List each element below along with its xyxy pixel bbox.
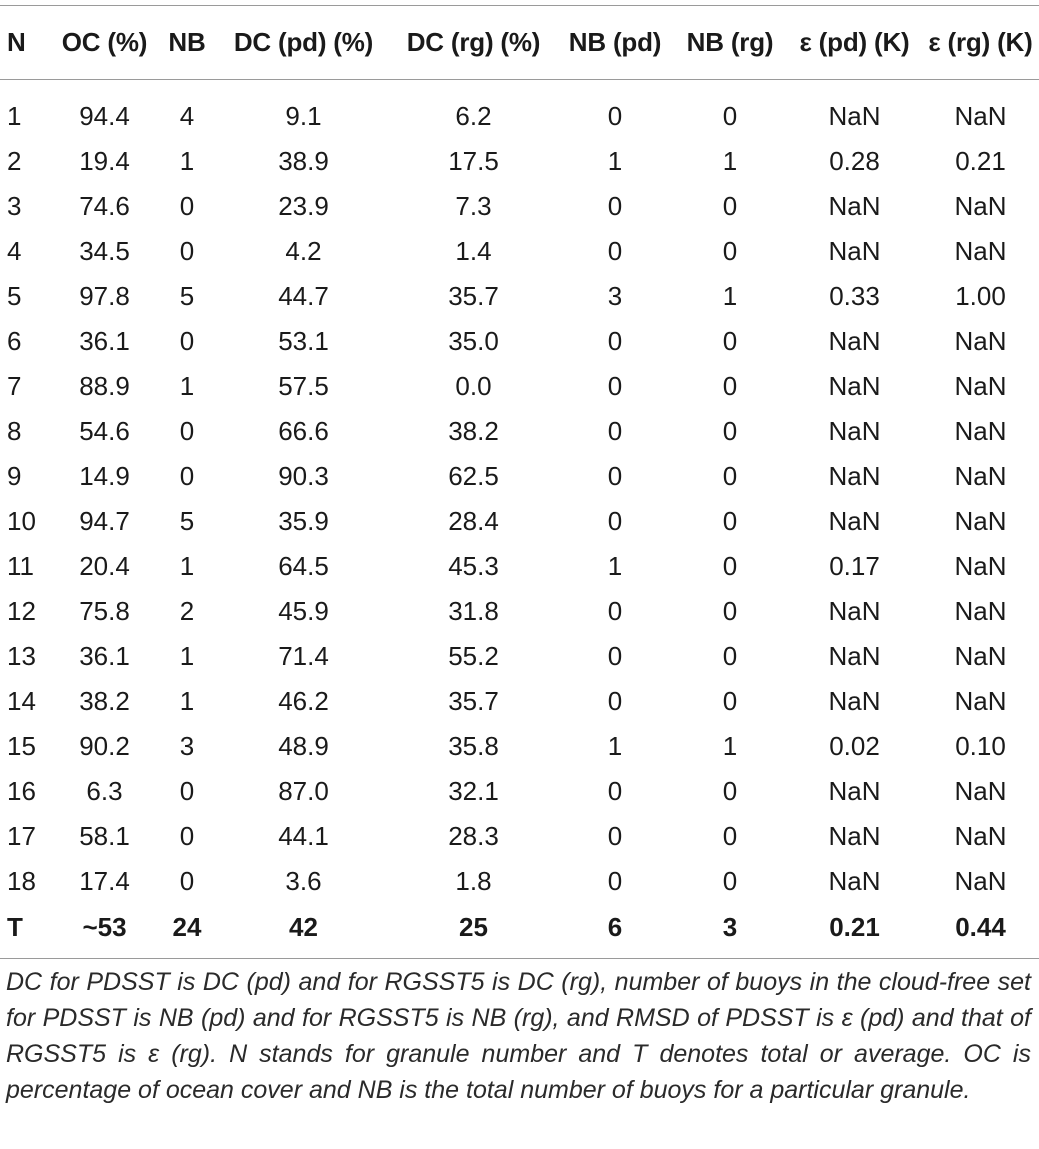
table-cell: NaN [954, 101, 1007, 131]
table-row [0, 94, 1039, 139]
table-cell: NaN [954, 506, 1007, 536]
table-cell: 4 [179, 101, 195, 131]
table-cell: 0 [607, 101, 623, 131]
table-cell: 0 [722, 776, 738, 806]
table-cell: 36.1 [79, 326, 130, 356]
table-row [0, 679, 1039, 724]
table-row [0, 589, 1039, 634]
table-cell: NaN [828, 866, 881, 896]
column-header: ε (rg) (K) [922, 6, 1039, 80]
table-cell: 1 [7, 101, 22, 131]
table-cell: 10 [7, 506, 36, 536]
table-cell: 14.9 [79, 461, 130, 491]
table-cell: 0 [179, 461, 195, 491]
table-cell: 64.5 [278, 551, 329, 581]
table-cell: 35.0 [448, 326, 499, 356]
column-header: NB [157, 6, 217, 80]
table-cell: 94.4 [79, 101, 130, 131]
table-cell: ~53 [82, 911, 127, 942]
table-row [0, 229, 1039, 274]
table-cell: 0.17 [829, 551, 880, 581]
table-cell: NaN [828, 641, 881, 671]
table-cell: 9.1 [285, 101, 322, 131]
table-cell: 5 [7, 281, 22, 311]
table-row [0, 544, 1039, 589]
table-cell: 0 [722, 416, 738, 446]
table-row [0, 814, 1039, 859]
table-cell: 14 [7, 686, 36, 716]
total-row [0, 904, 1039, 950]
table-cell: 0 [179, 236, 195, 266]
table-cell: 5 [179, 506, 195, 536]
table-cell: 0 [722, 101, 738, 131]
table-cell: 13 [7, 641, 36, 671]
table-cell: 0 [607, 686, 623, 716]
table-cell: 8 [7, 416, 22, 446]
table-row [0, 454, 1039, 499]
table-cell: 28.3 [448, 821, 499, 851]
table-cell: NaN [828, 686, 881, 716]
table-cell: 0 [607, 506, 623, 536]
table-cell: 35.8 [448, 731, 499, 761]
table-cell: 23.9 [278, 191, 329, 221]
table-cell: 34.5 [79, 236, 130, 266]
table-cell: 90.3 [278, 461, 329, 491]
table-cell: 35.7 [448, 281, 499, 311]
table-cell: 97.8 [79, 281, 130, 311]
header-row [0, 6, 1039, 80]
table-cell: T [7, 911, 23, 942]
table-cell: 4.2 [285, 236, 322, 266]
table-cell: 9 [7, 461, 22, 491]
table-cell: 0.0 [455, 371, 492, 401]
table-cell: 0 [722, 596, 738, 626]
column-header: ε (pd) (K) [787, 6, 922, 80]
table-cell: 0 [179, 416, 195, 446]
table-cell: 0 [607, 416, 623, 446]
table-cell: 0 [607, 866, 623, 896]
table-cell: 0 [722, 326, 738, 356]
table-row [0, 184, 1039, 229]
table-cell: 0 [607, 461, 623, 491]
table-cell: 45.9 [278, 596, 329, 626]
table-cell: 3 [607, 281, 623, 311]
table-cell: 55.2 [448, 641, 499, 671]
table-cell: 2 [179, 596, 195, 626]
table-cell: 5 [179, 281, 195, 311]
table-cell: 36.1 [79, 641, 130, 671]
table-footnote: DC for PDSST is DC (pd) and for RGSST5 is DC (rg), number of buoys in the cloud-free set for PDSST is NB (pd) and for RGSST5 is NB (rg), and RMSD of PDSST is ε (pd) and that of RGSST5 is ε (rg). N stands for granule number and T denotes total or average. OC is percentage of ocean cover and NB is the total number of buoys for a particular granule. [6, 968, 1031, 1104]
table-cell: 0 [607, 191, 623, 221]
table-cell: 25 [459, 911, 488, 942]
table-cell: NaN [828, 596, 881, 626]
table-cell: NaN [954, 551, 1007, 581]
table-cell: 45.3 [448, 551, 499, 581]
table-cell: NaN [828, 236, 881, 266]
table-cell: 90.2 [79, 731, 130, 761]
table-cell: 1 [179, 686, 195, 716]
table-cell: 0 [722, 506, 738, 536]
table-cell: 38.2 [448, 416, 499, 446]
table-cell: NaN [954, 821, 1007, 851]
table-row [0, 319, 1039, 364]
table-cell: 48.9 [278, 731, 329, 761]
table-row [0, 139, 1039, 184]
table-cell: 32.1 [448, 776, 499, 806]
table-cell: 1 [607, 731, 623, 761]
table-cell: 18 [7, 866, 36, 896]
table-cell: 1.4 [455, 236, 492, 266]
table-cell: 38.9 [278, 146, 329, 176]
table-cell: 0 [179, 866, 195, 896]
table-cell: 1 [722, 731, 738, 761]
table-cell: 38.2 [79, 686, 130, 716]
table-cell: 94.7 [79, 506, 130, 536]
table-cell: 17.5 [448, 146, 499, 176]
column-header: DC (rg) (%) [390, 6, 557, 80]
table-cell: 3.6 [285, 866, 322, 896]
table-cell: 0 [607, 371, 623, 401]
table-cell: NaN [954, 596, 1007, 626]
table-cell: 0.21 [955, 146, 1006, 176]
table-cell: 66.6 [278, 416, 329, 446]
results-table [0, 6, 1039, 950]
table-cell: 0.02 [829, 731, 880, 761]
table-cell: 1.8 [455, 866, 492, 896]
table-cell: 1 [607, 551, 623, 581]
table-cell: 0 [722, 551, 738, 581]
table-cell: 0.21 [829, 911, 880, 942]
table-cell: 6.3 [86, 776, 123, 806]
table-cell: 3 [179, 731, 195, 761]
table-cell: NaN [828, 506, 881, 536]
table-cell: 0.28 [829, 146, 880, 176]
table-cell: 3 [7, 191, 22, 221]
table-cell: 57.5 [278, 371, 329, 401]
table-cell: 31.8 [448, 596, 499, 626]
table-cell: NaN [954, 866, 1007, 896]
table-cell: 19.4 [79, 146, 130, 176]
table-cell: 0 [722, 461, 738, 491]
table-cell: NaN [828, 191, 881, 221]
table-cell: 0 [607, 596, 623, 626]
table-cell: NaN [828, 461, 881, 491]
table-cell: NaN [954, 191, 1007, 221]
header-spacer [0, 80, 1039, 95]
table-cell: 17 [7, 821, 36, 851]
table-cell: 54.6 [79, 416, 130, 446]
table-cell: 17.4 [79, 866, 130, 896]
column-header: N [0, 6, 52, 80]
table-cell: NaN [828, 821, 881, 851]
table-cell: NaN [954, 371, 1007, 401]
table-cell: 46.2 [278, 686, 329, 716]
table-cell: 0 [607, 641, 623, 671]
table-cell: 0 [179, 326, 195, 356]
table-cell: 0 [722, 686, 738, 716]
table-cell: 2 [7, 146, 22, 176]
table-cell: 1 [722, 281, 738, 311]
table-cell: NaN [828, 416, 881, 446]
column-header: DC (pd) (%) [217, 6, 390, 80]
table-cell: 0 [722, 191, 738, 221]
table-row [0, 409, 1039, 454]
spacer-cell [0, 80, 1039, 95]
table-cell: 0 [607, 326, 623, 356]
table-cell: 0 [722, 866, 738, 896]
table-cell: 15 [7, 731, 36, 761]
table-cell: NaN [828, 776, 881, 806]
table-cell: NaN [954, 461, 1007, 491]
table-cell: 0.10 [955, 731, 1006, 761]
table-cell: NaN [828, 371, 881, 401]
table-cell: 7.3 [455, 191, 492, 221]
table-cell: 44.1 [278, 821, 329, 851]
table-cell: 0 [722, 821, 738, 851]
table-cell: 0 [607, 821, 623, 851]
table-cell: 0.33 [829, 281, 880, 311]
table-cell: 28.4 [448, 506, 499, 536]
table-cell: 35.9 [278, 506, 329, 536]
table-cell: 87.0 [278, 776, 329, 806]
table-cell: 0 [722, 236, 738, 266]
table-cell: NaN [954, 686, 1007, 716]
table-cell: NaN [954, 236, 1007, 266]
table-cell: 1 [179, 551, 195, 581]
table-cell: 6 [607, 911, 623, 942]
table-cell: NaN [954, 416, 1007, 446]
table-cell: 3 [722, 911, 738, 942]
table-cell: 16 [7, 776, 36, 806]
table-cell: 88.9 [79, 371, 130, 401]
table-cell: 0 [607, 776, 623, 806]
table-cell: 0.44 [955, 911, 1006, 942]
table-cell: 42 [289, 911, 318, 942]
table-row [0, 769, 1039, 814]
table-row [0, 274, 1039, 319]
table-cell: 20.4 [79, 551, 130, 581]
table-cell: 0 [607, 236, 623, 266]
table-cell: 6.2 [455, 101, 492, 131]
table-row [0, 364, 1039, 409]
table-cell: 44.7 [278, 281, 329, 311]
table-row [0, 859, 1039, 904]
table-cell: NaN [828, 101, 881, 131]
table-row [0, 499, 1039, 544]
table-cell: 4 [7, 236, 22, 266]
table-cell: 11 [7, 551, 34, 581]
table-cell: 1 [179, 146, 195, 176]
column-header: OC (%) [52, 6, 157, 80]
table-cell: 35.7 [448, 686, 499, 716]
table-body [0, 80, 1039, 951]
table-cell: 1 [607, 146, 623, 176]
table-cell: 74.6 [79, 191, 130, 221]
table-cell: 71.4 [278, 641, 329, 671]
table-cell: 1 [722, 146, 738, 176]
column-header: NB (pd) [557, 6, 673, 80]
table-cell: 75.8 [79, 596, 130, 626]
table-row [0, 724, 1039, 769]
table-cell: 1 [179, 371, 195, 401]
table-cell: NaN [954, 776, 1007, 806]
table-cell: NaN [828, 326, 881, 356]
table-cell: NaN [954, 326, 1007, 356]
table-cell: 12 [7, 596, 36, 626]
table-cell: 58.1 [79, 821, 130, 851]
table-cell: 7 [7, 371, 22, 401]
table-cell: 62.5 [448, 461, 499, 491]
table-cell: 0 [722, 371, 738, 401]
table-cell: 24 [172, 911, 202, 942]
table-cell: 53.1 [278, 326, 329, 356]
table-cell: NaN [954, 641, 1007, 671]
table-cell: 0 [179, 191, 195, 221]
column-header: NB (rg) [673, 6, 787, 80]
table-cell: 0 [722, 641, 738, 671]
table-cell: 6 [7, 326, 22, 356]
table-cell: 1 [179, 641, 195, 671]
table-cell: 1.00 [955, 281, 1006, 311]
table-cell: 0 [179, 776, 195, 806]
table-row [0, 634, 1039, 679]
table-cell: 0 [179, 821, 195, 851]
